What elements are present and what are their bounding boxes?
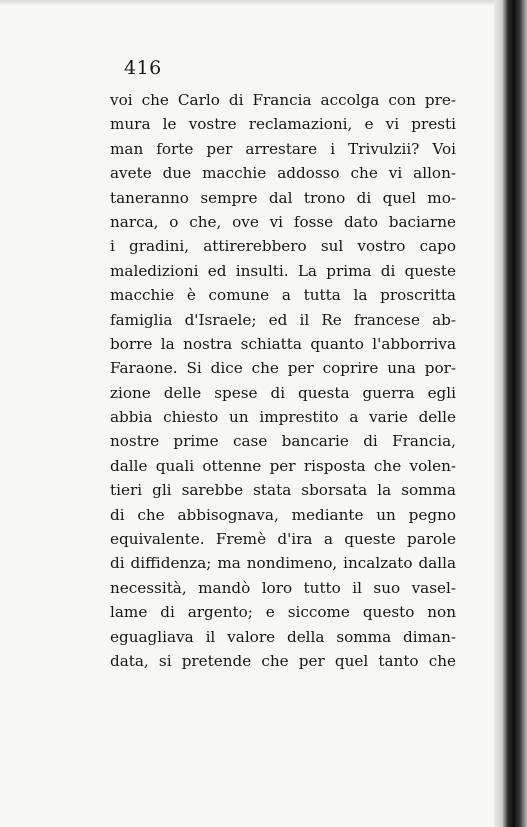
text-line: maledizioni ed insulti. La prima di queste (110, 261, 456, 280)
text-line: taneranno sempre dal trono di quel mo- (110, 188, 456, 207)
text-line: eguagliava il valore della somma diman- (110, 627, 456, 646)
page-top-edge (0, 0, 494, 6)
text-line: borre la nostra schiatta quanto l'abborriva (110, 334, 456, 353)
text-line: di diffidenza; ma nondimeno, incalzato dalla (110, 554, 456, 573)
text-line: lame di argento; e siccome questo non (110, 603, 456, 622)
text-line: man forte per arrestare i Trivulzii? Voi (110, 139, 456, 158)
text-line: macchie è comune a tutta la proscritta (110, 286, 456, 305)
body-text (110, 88, 456, 673)
page-number: 416 (124, 57, 162, 79)
text-line: nostre prime case bancarie di Francia, (110, 432, 456, 451)
text-line: mura le vostre reclamazioni, e vi presti (110, 115, 456, 134)
text-line: avete due macchie addosso che vi allon- (110, 164, 456, 183)
text-line: zione delle spese di questa guerra egli (110, 383, 456, 402)
text-line: data, si pretende che per quel tanto che (110, 651, 456, 670)
text-line: equivalente. Fremè d'ira a queste parole (110, 530, 456, 549)
page-binding-edge (494, 0, 527, 827)
text-line: dalle quali ottenne per risposta che volen- (110, 456, 456, 475)
text-line: di che abbisognava, mediante un pegno (110, 505, 456, 524)
text-line: Faraone. Si dice che per coprire una por- (110, 359, 456, 378)
text-line: abbia chiesto un imprestito a varie delle (110, 408, 456, 427)
text-line: voi che Carlo di Francia accolga con pre- (110, 91, 456, 109)
text-line: famiglia d'Israele; ed il Re francese ab- (110, 310, 456, 329)
text-line: tieri gli sarebbe stata sborsata la somma (110, 481, 456, 500)
text-line: i gradini, attirerebbero sul vostro capo (110, 237, 456, 256)
text-line: necessità, mandò loro tutto il suo vasel- (110, 578, 456, 597)
text-line: narca, o che, ove vi fosse dato baciarne (110, 212, 456, 231)
